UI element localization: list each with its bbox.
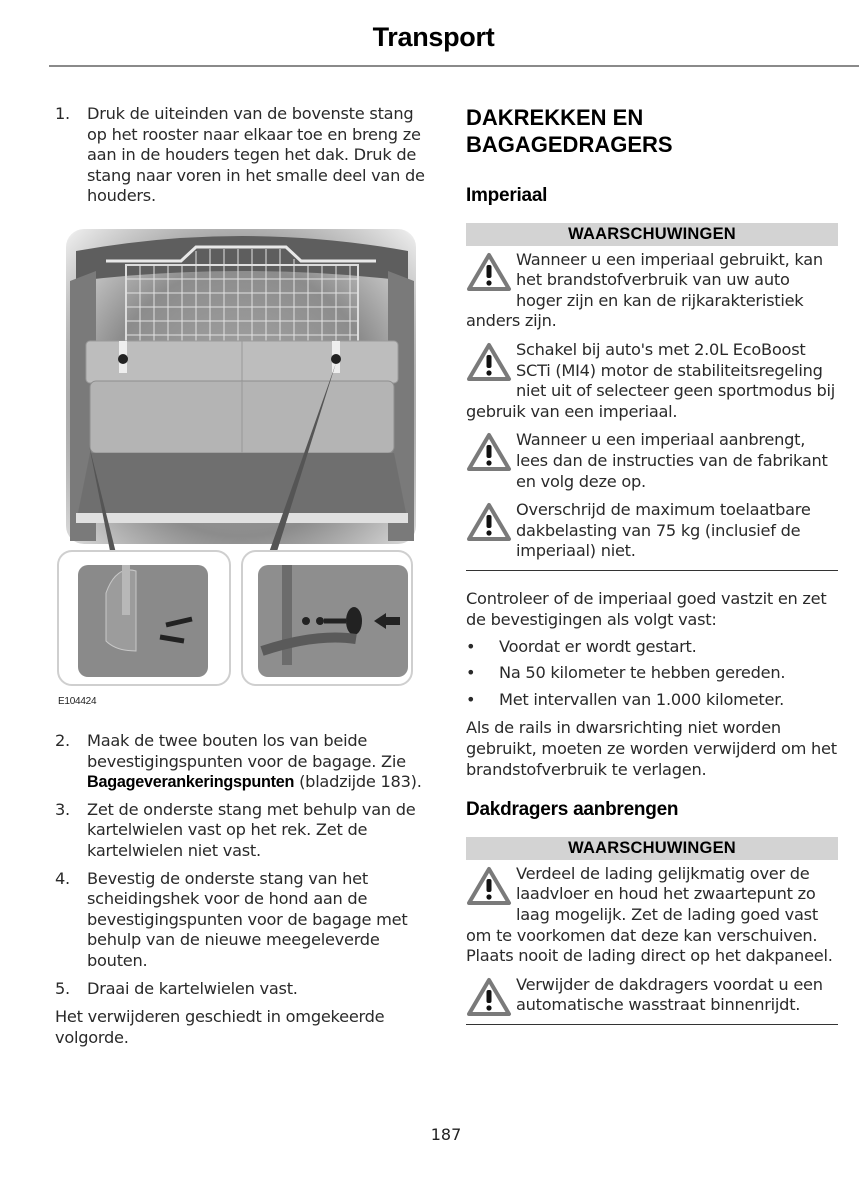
bullet-icon: • [466,689,476,709]
right-column [466,104,838,1025]
bullet-text: Na 50 kilometer te hebben gereden. [499,663,786,683]
warning-text: Wanneer u een imperiaal gebruikt, kan het brandstofverbruik van uw auto hoger zijn en kan de rijkarakteristiek anders zijn. [466,249,823,331]
step-item [55,731,435,793]
warnings-header: WAARSCHUWINGEN [466,837,838,860]
warning-item [466,500,838,562]
bullet-icon: • [466,663,476,683]
step-text-part: (bladzijde 183). [294,772,422,792]
warning-triangle-icon [466,342,512,382]
warning-triangle-icon [466,252,512,292]
warning-triangle-icon [466,866,512,906]
step-item [55,800,435,862]
bullet-item [466,690,838,711]
section-title-line: BAGAGEDRAGERS [466,132,673,157]
step-item [55,979,435,1000]
intro-paragraph: Controleer of de imperiaal goed vastzit en zet de bevestigingen als volgt vast: [466,589,827,629]
warning-text: Schakel bij auto's met 2.0L EcoBoost SCTi (MI4) motor de stabiliteitsregeling niet uit of selecteer geen sportmodus bij gebruik van een imperiaal. [466,339,836,421]
title-divider [49,65,859,67]
warning-triangle-icon [466,977,512,1017]
warning-item [466,975,838,1016]
illustration-dog-guard [56,221,428,711]
step-item [55,104,435,207]
bullet-icon: • [466,636,476,656]
step-text [87,731,435,793]
section-title [466,104,838,158]
step-number: 3. [55,799,70,819]
step-item [55,869,435,972]
warning-item [466,864,838,967]
left-column [55,104,435,1048]
step-text: Bevestig de onderste stang van het scheidingshek voor de hond aan de bevestigingspunten voor de bagage met behulp van de nieuwe meegeleverde bouten. [87,868,408,970]
warning-item [466,250,838,332]
cross-reference-link[interactable]: Bagageverankeringspunten [87,773,295,792]
page-number: 187 [430,1125,462,1144]
bullet-item [466,663,838,684]
warning-text: Verdeel de lading gelijkmatig over de laadvloer en houd het zwaartepunt zo laag mogelijk. Zet de lading goed vast om te voorkomen dat deze kan verschuiven. Plaats nooit de lading direct op het dakpaneel. [466,863,833,966]
bullet-text: Voordat er wordt gestart. [499,636,697,656]
step-text: Zet de onderste stang met behulp van de kartelwielen vast op het rek. Zet de kartelwielen niet vast. [87,799,416,860]
closing-paragraph: Het verwijderen geschiedt in omgekeerde volgorde. [55,1007,385,1047]
figure-caption: E104424 [58,695,97,707]
step-number: 5. [55,978,70,998]
warning-text: Overschrijd de maximum toelaatbare dakbelasting van 75 kg (inclusief de imperiaal) niet. [516,500,811,561]
step-number: 1. [55,104,70,123]
section-title-line: DAKREKKEN EN [466,105,644,130]
warning-item [466,340,838,422]
bullet-item [466,637,838,658]
bullet-text: Met intervallen van 1.000 kilometer. [499,689,785,709]
warning-triangle-icon [466,502,512,542]
step-text: Draai de kartelwielen vast. [87,978,298,998]
warning-item [466,430,838,492]
step-number: 2. [55,730,70,750]
warnings-divider [466,1024,838,1026]
warning-text: Verwijder de dakdragers voordat u een automatische wasstraat binnenrijdt. [516,974,823,1015]
step-text: Druk de uiteinden van de bovenste stang op het rooster naar elkaar toe en breng ze aan in de houders tegen het dak. Druk de stang naar voren in het smalle deel van de houders. [87,104,425,206]
illustration-drawing [56,221,428,691]
warning-text: Wanneer u een imperiaal aanbrengt, lees dan de instructies van de fabrikant en volg deze op. [516,430,828,491]
page-title: Transport [372,22,495,52]
subsection-title-dakdragers: Dakdragers aanbrengen [466,799,679,821]
step-text-part: Maak de twee bouten los van beide bevestigingspunten voor de bagage. Zie [87,730,406,771]
note-paragraph: Als de rails in dwarsrichting niet worden gebruikt, moeten ze worden verwijderd om het brandstofverbruik te verlagen. [466,718,837,779]
warnings-divider [466,570,838,572]
warnings-header: WAARSCHUWINGEN [466,223,838,246]
step-number: 4. [55,868,70,888]
subsection-title-imperiaal: Imperiaal [466,185,548,206]
warning-triangle-icon [466,432,512,472]
